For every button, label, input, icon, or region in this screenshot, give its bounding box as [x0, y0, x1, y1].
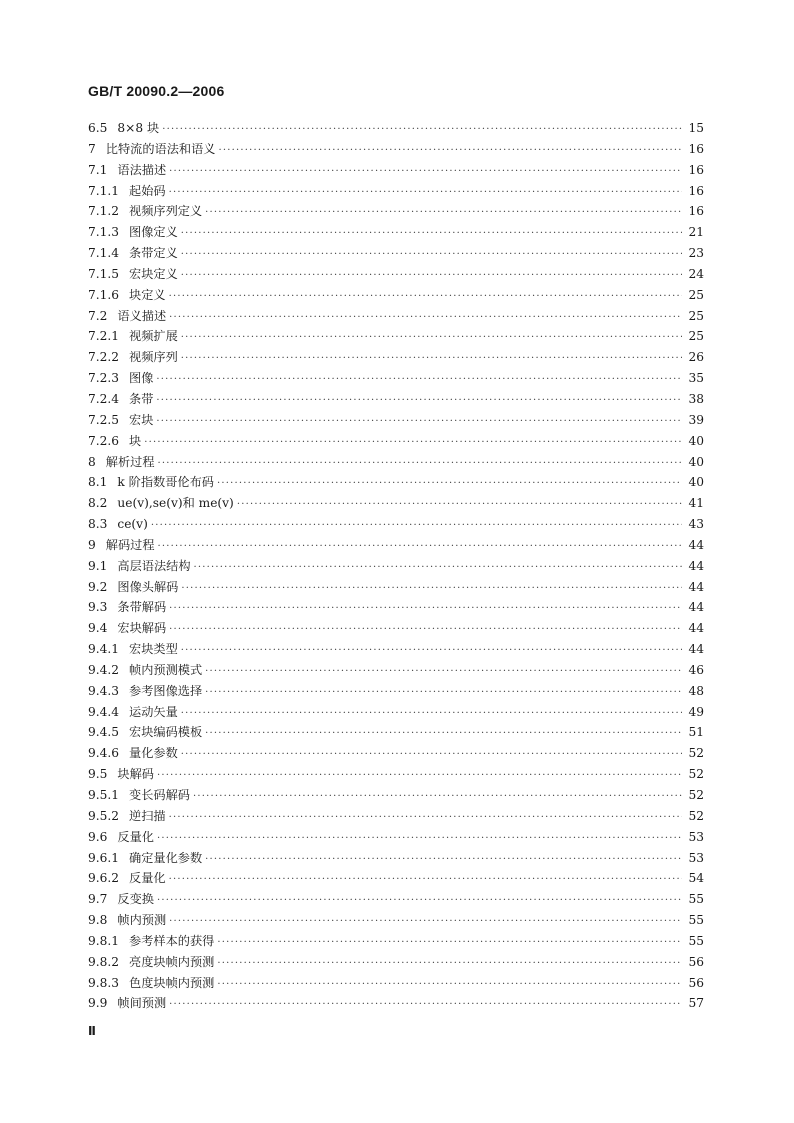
toc-entry-page: 40 [688, 475, 704, 490]
toc-entry[interactable] [88, 973, 704, 994]
toc-entry-title: 宏块解码 [117, 621, 167, 636]
toc-entry[interactable] [88, 910, 704, 931]
toc-leader-dots [169, 808, 682, 829]
toc-entry[interactable] [88, 285, 704, 306]
toc-entry-title: 运动矢量 [129, 704, 178, 719]
toc-entry-page: 55 [688, 913, 704, 928]
toc-entry[interactable] [88, 618, 704, 639]
toc-entry-title: 宏块编码模板 [129, 725, 203, 740]
toc-leader-dots [217, 933, 682, 954]
toc-entry-number: 7.1.6 [88, 287, 120, 302]
toc-leader-dots [169, 870, 682, 891]
toc-entry-title: 宏块 [129, 412, 154, 427]
toc-entry-page: 23 [688, 246, 704, 261]
toc-leader-dots [181, 224, 682, 245]
toc-entry[interactable] [88, 702, 704, 723]
toc-entry-title: 宏块类型 [129, 642, 178, 657]
toc-entry-title: 反量化 [117, 829, 154, 844]
toc-entry-page: 39 [688, 412, 704, 427]
toc-entry-number: 9.4 [88, 621, 108, 636]
toc-entry-number: 9.8.3 [88, 975, 120, 990]
toc-entry-title: ue(v),se(v)和 me(v) [117, 496, 234, 511]
toc-entry-title: 语法描述 [117, 162, 167, 177]
toc-leader-dots [181, 266, 682, 287]
toc-entry-title: 反变换 [117, 892, 154, 907]
toc-entry[interactable] [88, 743, 704, 764]
toc-entry-number: 9.5 [88, 767, 108, 782]
toc-leader-dots [156, 412, 682, 433]
toc-entry[interactable] [88, 785, 704, 806]
toc-entry-title: 条带定义 [129, 246, 178, 261]
toc-entry-number: 7.1.3 [88, 225, 120, 240]
toc-leader-dots [169, 183, 682, 204]
toc-entry[interactable] [88, 556, 704, 577]
toc-entry-page: 40 [688, 433, 704, 448]
toc-entry-number: 7.2.1 [88, 329, 120, 344]
toc-entry-title: ce(v) [117, 517, 148, 532]
toc-leader-dots [205, 850, 682, 871]
toc-entry-page: 44 [688, 537, 704, 552]
toc-entry-page: 53 [688, 850, 704, 865]
toc-entry-number: 9 [88, 537, 96, 552]
toc-leader-dots [169, 308, 682, 329]
toc-leader-dots [205, 683, 682, 704]
toc-entry-page: 16 [688, 183, 704, 198]
toc-entry-page: 25 [688, 308, 704, 323]
toc-leader-dots [169, 287, 682, 308]
toc-leader-dots [205, 724, 682, 745]
toc-entry-title: 色度块帧内预测 [129, 975, 215, 990]
toc-entry-page: 15 [688, 121, 704, 135]
toc-leader-dots [181, 245, 682, 266]
toc-entry-number: 6.5 [88, 121, 108, 135]
toc-entry-title: 块定义 [129, 287, 166, 302]
toc-entry[interactable] [88, 868, 704, 889]
toc-entry[interactable] [88, 639, 704, 660]
toc-entry-title: 量化参数 [129, 746, 178, 761]
toc-entry-title: 起始码 [129, 183, 166, 198]
toc-entry-page: 52 [688, 808, 704, 823]
toc-leader-dots [169, 599, 682, 620]
toc-leader-dots [156, 370, 682, 391]
toc-entry[interactable] [88, 264, 704, 285]
toc-entry[interactable] [88, 306, 704, 327]
toc-entry-number: 9.6.2 [88, 871, 120, 886]
toc-entry-page: 56 [688, 954, 704, 969]
toc-leader-dots [169, 995, 682, 1016]
toc-entry[interactable] [88, 681, 704, 702]
table-of-contents [88, 118, 704, 1014]
document-id: GB/T 20090.2—2006 [88, 83, 225, 99]
toc-entry-number: 7.1.1 [88, 183, 120, 198]
toc-leader-dots [157, 829, 682, 850]
toc-entry[interactable] [88, 181, 704, 202]
toc-entry-page: 16 [688, 162, 704, 177]
toc-entry-number: 7.1 [88, 162, 108, 177]
toc-leader-dots [169, 912, 682, 933]
toc-leader-dots [217, 975, 682, 996]
toc-entry-page: 41 [688, 496, 704, 511]
toc-entry-page: 44 [688, 642, 704, 657]
toc-leader-dots [205, 203, 682, 224]
toc-entry-number: 9.6 [88, 829, 108, 844]
toc-entry-number: 7.1.2 [88, 204, 120, 219]
toc-entry[interactable] [88, 493, 704, 514]
toc-entry[interactable] [88, 535, 704, 556]
toc-entry[interactable] [88, 326, 704, 347]
toc-entry-title: 图像头解码 [117, 579, 179, 594]
toc-entry-page: 21 [688, 225, 704, 240]
toc-entry-number: 7.2.2 [88, 350, 120, 365]
toc-entry-title: 块 [129, 433, 142, 448]
toc-entry-page: 46 [688, 662, 704, 677]
toc-entry-page: 16 [688, 141, 704, 156]
toc-entry[interactable] [88, 222, 704, 243]
toc-entry-page: 54 [688, 871, 704, 886]
toc-entry-page: 48 [688, 683, 704, 698]
toc-entry-page: 55 [688, 933, 704, 948]
toc-entry-title: 比特流的语法和语义 [105, 141, 216, 156]
toc-entry[interactable] [88, 577, 704, 598]
toc-entry[interactable] [88, 722, 704, 743]
toc-entry-page: 44 [688, 621, 704, 636]
toc-entry-number: 7.2.4 [88, 391, 120, 406]
toc-entry-page: 55 [688, 892, 704, 907]
toc-leader-dots [169, 162, 682, 183]
toc-entry-page: 24 [688, 266, 704, 281]
toc-entry-title: 反量化 [129, 871, 166, 886]
toc-leader-dots [144, 433, 682, 454]
page-number: Ⅱ [88, 1024, 96, 1038]
toc-entry[interactable] [88, 848, 704, 869]
toc-leader-dots [194, 558, 682, 579]
toc-entry-number: 9.4.6 [88, 746, 120, 761]
toc-entry-page: 44 [688, 558, 704, 573]
toc-entry-page: 44 [688, 600, 704, 615]
toc-leader-dots [181, 704, 682, 725]
toc-leader-dots [218, 141, 682, 162]
toc-leader-dots [205, 662, 682, 683]
toc-leader-dots [193, 787, 682, 808]
toc-entry-number: 7 [88, 141, 96, 156]
toc-leader-dots [162, 120, 682, 141]
toc-entry-title: 8×8 块 [117, 121, 160, 135]
toc-entry-page: 26 [688, 350, 704, 365]
toc-entry-number: 8.1 [88, 475, 108, 490]
toc-entry-number: 9.3 [88, 600, 108, 615]
toc-entry-number: 9.5.2 [88, 808, 120, 823]
toc-leader-dots [181, 349, 682, 370]
toc-entry-number: 7.2 [88, 308, 108, 323]
toc-entry-title: 语义描述 [117, 308, 167, 323]
toc-entry[interactable] [88, 118, 704, 139]
toc-entry-number: 7.2.3 [88, 371, 120, 386]
toc-entry-page: 53 [688, 829, 704, 844]
toc-entry-number: 9.4.4 [88, 704, 120, 719]
toc-entry-number: 9.7 [88, 892, 108, 907]
toc-entry-number: 9.4.1 [88, 642, 120, 657]
toc-entry[interactable] [88, 827, 704, 848]
toc-entry-number: 9.4.5 [88, 725, 120, 740]
toc-leader-dots [158, 537, 682, 558]
toc-entry-title: 帧内预测模式 [129, 662, 203, 677]
toc-entry[interactable] [88, 201, 704, 222]
toc-entry[interactable] [88, 514, 704, 535]
toc-entry-title: 宏块定义 [129, 266, 178, 281]
toc-entry[interactable] [88, 139, 704, 160]
toc-entry[interactable] [88, 931, 704, 952]
toc-entry-page: 52 [688, 788, 704, 802]
toc-entry-title: 变长码解码 [129, 788, 190, 802]
toc-entry-number: 9.4.3 [88, 683, 120, 698]
toc-entry-number: 7.1.5 [88, 266, 120, 281]
toc-entry-page: 35 [688, 371, 704, 386]
toc-entry-page: 43 [688, 517, 704, 532]
toc-entry-page: 57 [688, 996, 704, 1011]
toc-leader-dots [181, 745, 682, 766]
toc-leader-dots [156, 391, 682, 412]
toc-entry-title: 解析过程 [105, 454, 155, 469]
toc-entry-title: 确定量化参数 [129, 850, 203, 865]
toc-entry-page: 52 [688, 746, 704, 761]
toc-entry[interactable] [88, 472, 704, 493]
toc-entry-title: 亮度块帧内预测 [129, 954, 215, 969]
toc-entry-title: 帧间预测 [117, 996, 167, 1011]
toc-entry-number: 9.8 [88, 913, 108, 928]
toc-entry-title: 视频序列 [129, 350, 178, 365]
toc-entry-number: 9.8.1 [88, 933, 120, 948]
toc-entry-title: 图像定义 [129, 225, 178, 240]
toc-entry-number: 9.2 [88, 579, 108, 594]
toc-entry[interactable] [88, 368, 704, 389]
toc-entry-title: 高层语法结构 [117, 558, 191, 573]
toc-entry-title: k 阶指数哥伦布码 [117, 475, 214, 490]
toc-entry[interactable] [88, 452, 704, 473]
toc-entry[interactable] [88, 347, 704, 368]
toc-leader-dots [217, 474, 682, 495]
toc-entry-title: 条带解码 [117, 600, 167, 615]
toc-entry-number: 7.2.5 [88, 412, 120, 427]
toc-entry-number: 9.4.2 [88, 662, 120, 677]
toc-entry[interactable] [88, 431, 704, 452]
toc-entry-number: 7.1.4 [88, 246, 120, 261]
toc-entry-title: 块解码 [117, 767, 154, 782]
toc-entry-number: 8.2 [88, 496, 108, 511]
toc-entry-page: 25 [688, 287, 704, 302]
toc-entry-title: 视频扩展 [129, 329, 178, 344]
toc-entry-page: 56 [688, 975, 704, 990]
toc-leader-dots [181, 328, 682, 349]
toc-entry[interactable] [88, 952, 704, 973]
toc-entry-page: 16 [688, 204, 704, 219]
toc-entry[interactable] [88, 410, 704, 431]
toc-entry-title: 帧内预测 [117, 913, 167, 928]
toc-entry-title: 参考样本的获得 [129, 933, 215, 948]
toc-entry[interactable] [88, 243, 704, 264]
toc-entry-title: 解码过程 [105, 537, 155, 552]
toc-entry-number: 8 [88, 454, 96, 469]
toc-entry-number: 9.5.1 [88, 788, 120, 802]
toc-entry[interactable] [88, 389, 704, 410]
toc-leader-dots [157, 891, 682, 912]
toc-entry-title: 视频序列定义 [129, 204, 203, 219]
toc-entry-number: 9.1 [88, 558, 108, 573]
toc-leader-dots [158, 454, 682, 475]
toc-entry[interactable] [88, 160, 704, 181]
toc-leader-dots [169, 620, 682, 641]
toc-entry[interactable] [88, 806, 704, 827]
toc-entry[interactable] [88, 597, 704, 618]
toc-entry-number: 9.8.2 [88, 954, 120, 969]
toc-entry-number: 7.2.6 [88, 433, 120, 448]
toc-entry-title: 逆扫描 [129, 808, 166, 823]
toc-entry-page: 51 [688, 725, 704, 740]
toc-leader-dots [181, 579, 682, 600]
toc-entry-number: 9.9 [88, 996, 108, 1011]
toc-entry[interactable] [88, 993, 704, 1014]
toc-leader-dots [157, 766, 682, 787]
toc-entry-page: 52 [688, 767, 704, 782]
toc-leader-dots [181, 641, 682, 662]
toc-leader-dots [237, 495, 682, 516]
toc-entry-title: 条带 [129, 391, 154, 406]
toc-entry[interactable] [88, 889, 704, 910]
toc-leader-dots [217, 954, 682, 975]
toc-entry-page: 25 [688, 329, 704, 344]
toc-entry-title: 参考图像选择 [129, 683, 203, 698]
toc-entry-page: 44 [688, 579, 704, 594]
toc-entry[interactable] [88, 764, 704, 785]
toc-entry-page: 40 [688, 454, 704, 469]
toc-leader-dots [151, 516, 682, 537]
toc-entry-number: 9.6.1 [88, 850, 120, 865]
toc-entry-title: 图像 [129, 371, 154, 386]
toc-entry-number: 8.3 [88, 517, 108, 532]
toc-entry-page: 49 [688, 704, 704, 719]
toc-entry-page: 38 [688, 391, 704, 406]
toc-entry[interactable] [88, 660, 704, 681]
